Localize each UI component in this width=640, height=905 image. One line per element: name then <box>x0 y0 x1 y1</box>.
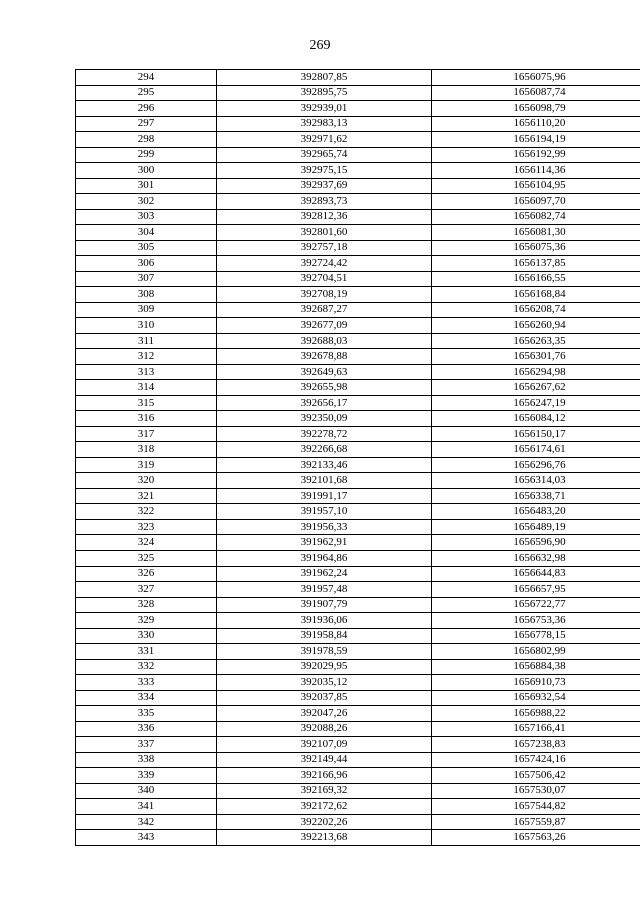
x-coordinate-cell: 392801,60 <box>217 225 432 241</box>
y-coordinate-cell: 1656338,71 <box>432 488 640 504</box>
point-number-cell: 340 <box>76 783 217 799</box>
x-coordinate-cell: 392893,73 <box>217 194 432 210</box>
y-coordinate-cell: 1656087,74 <box>432 85 640 101</box>
point-number-cell: 313 <box>76 364 217 380</box>
x-coordinate-cell: 392649,63 <box>217 364 432 380</box>
table-row <box>76 706 640 722</box>
x-coordinate-cell: 392983,13 <box>217 116 432 132</box>
point-number-cell: 296 <box>76 101 217 117</box>
x-coordinate-cell: 392939,01 <box>217 101 432 117</box>
point-number-cell: 323 <box>76 519 217 535</box>
table-row <box>76 240 640 256</box>
y-coordinate-cell: 1656294,98 <box>432 364 640 380</box>
table-row <box>76 457 640 473</box>
y-coordinate-cell: 1656194,19 <box>432 132 640 148</box>
point-number-cell: 316 <box>76 411 217 427</box>
y-coordinate-cell: 1656722,77 <box>432 597 640 613</box>
y-coordinate-cell: 1656081,30 <box>432 225 640 241</box>
table-row <box>76 116 640 132</box>
table-row <box>76 550 640 566</box>
y-coordinate-cell: 1657563,26 <box>432 830 640 846</box>
table-row <box>76 752 640 768</box>
point-number-cell: 317 <box>76 426 217 442</box>
x-coordinate-cell: 392757,18 <box>217 240 432 256</box>
point-number-cell: 341 <box>76 799 217 815</box>
point-number-cell: 310 <box>76 318 217 334</box>
x-coordinate-cell: 392350,09 <box>217 411 432 427</box>
y-coordinate-cell: 1656166,55 <box>432 271 640 287</box>
y-coordinate-cell: 1656192,99 <box>432 147 640 163</box>
x-coordinate-cell: 392704,51 <box>217 271 432 287</box>
point-number-cell: 338 <box>76 752 217 768</box>
table-row <box>76 690 640 706</box>
x-coordinate-cell: 392655,98 <box>217 380 432 396</box>
y-coordinate-cell: 1656932,54 <box>432 690 640 706</box>
point-number-cell: 302 <box>76 194 217 210</box>
x-coordinate-cell: 391991,17 <box>217 488 432 504</box>
table-row <box>76 814 640 830</box>
x-coordinate-cell: 392812,36 <box>217 209 432 225</box>
y-coordinate-cell: 1656114,36 <box>432 163 640 179</box>
table-row <box>76 256 640 272</box>
x-coordinate-cell: 392807,85 <box>217 70 432 86</box>
y-coordinate-cell: 1656884,38 <box>432 659 640 675</box>
y-coordinate-cell: 1656644,83 <box>432 566 640 582</box>
y-coordinate-cell: 1656110,20 <box>432 116 640 132</box>
coordinates-table-body <box>76 70 640 846</box>
table-row <box>76 318 640 334</box>
point-number-cell: 319 <box>76 457 217 473</box>
table-row <box>76 395 640 411</box>
point-number-cell: 299 <box>76 147 217 163</box>
y-coordinate-cell: 1656263,35 <box>432 333 640 349</box>
y-coordinate-cell: 1656097,70 <box>432 194 640 210</box>
table-row <box>76 473 640 489</box>
x-coordinate-cell: 392133,46 <box>217 457 432 473</box>
point-number-cell: 335 <box>76 706 217 722</box>
point-number-cell: 311 <box>76 333 217 349</box>
y-coordinate-cell: 1657559,87 <box>432 814 640 830</box>
page-number: 269 <box>309 38 331 53</box>
y-coordinate-cell: 1656098,79 <box>432 101 640 117</box>
x-coordinate-cell: 391956,33 <box>217 519 432 535</box>
table-row <box>76 675 640 691</box>
point-number-cell: 295 <box>76 85 217 101</box>
x-coordinate-cell: 392688,03 <box>217 333 432 349</box>
table-row <box>76 380 640 396</box>
point-number-cell: 339 <box>76 768 217 784</box>
y-coordinate-cell: 1656208,74 <box>432 302 640 318</box>
x-coordinate-cell: 392975,15 <box>217 163 432 179</box>
point-number-cell: 337 <box>76 737 217 753</box>
y-coordinate-cell: 1657238,83 <box>432 737 640 753</box>
x-coordinate-cell: 392213,68 <box>217 830 432 846</box>
table-row <box>76 628 640 644</box>
y-coordinate-cell: 1656301,76 <box>432 349 640 365</box>
y-coordinate-cell: 1656802,99 <box>432 644 640 660</box>
x-coordinate-cell: 392035,12 <box>217 675 432 691</box>
y-coordinate-cell: 1656778,15 <box>432 628 640 644</box>
x-coordinate-cell: 392149,44 <box>217 752 432 768</box>
table-row <box>76 147 640 163</box>
x-coordinate-cell: 392172,62 <box>217 799 432 815</box>
y-coordinate-cell: 1656075,36 <box>432 240 640 256</box>
y-coordinate-cell: 1656104,95 <box>432 178 640 194</box>
x-coordinate-cell: 392708,19 <box>217 287 432 303</box>
point-number-cell: 303 <box>76 209 217 225</box>
table-row <box>76 488 640 504</box>
point-number-cell: 327 <box>76 582 217 598</box>
table-row <box>76 302 640 318</box>
table-row <box>76 411 640 427</box>
y-coordinate-cell: 1656168,84 <box>432 287 640 303</box>
table-row <box>76 830 640 846</box>
point-number-cell: 324 <box>76 535 217 551</box>
table-row <box>76 178 640 194</box>
point-number-cell: 328 <box>76 597 217 613</box>
y-coordinate-cell: 1656075,96 <box>432 70 640 86</box>
y-coordinate-cell: 1656910,73 <box>432 675 640 691</box>
x-coordinate-cell: 392937,69 <box>217 178 432 194</box>
x-coordinate-cell: 391962,24 <box>217 566 432 582</box>
y-coordinate-cell: 1657544,82 <box>432 799 640 815</box>
point-number-cell: 334 <box>76 690 217 706</box>
table-row <box>76 85 640 101</box>
y-coordinate-cell: 1656657,95 <box>432 582 640 598</box>
table-row <box>76 597 640 613</box>
y-coordinate-cell: 1656260,94 <box>432 318 640 334</box>
point-number-cell: 342 <box>76 814 217 830</box>
table-row <box>76 349 640 365</box>
x-coordinate-cell: 391957,48 <box>217 582 432 598</box>
point-number-cell: 307 <box>76 271 217 287</box>
y-coordinate-cell: 1656247,19 <box>432 395 640 411</box>
table-row <box>76 783 640 799</box>
point-number-cell: 333 <box>76 675 217 691</box>
y-coordinate-cell: 1656483,20 <box>432 504 640 520</box>
point-number-cell: 320 <box>76 473 217 489</box>
table-row <box>76 566 640 582</box>
x-coordinate-cell: 391907,79 <box>217 597 432 613</box>
y-coordinate-cell: 1656632,98 <box>432 550 640 566</box>
x-coordinate-cell: 391962,91 <box>217 535 432 551</box>
table-row <box>76 442 640 458</box>
y-coordinate-cell: 1656296,76 <box>432 457 640 473</box>
table-row <box>76 799 640 815</box>
point-number-cell: 294 <box>76 70 217 86</box>
table-row <box>76 768 640 784</box>
x-coordinate-cell: 392965,74 <box>217 147 432 163</box>
point-number-cell: 318 <box>76 442 217 458</box>
x-coordinate-cell: 392088,26 <box>217 721 432 737</box>
point-number-cell: 332 <box>76 659 217 675</box>
x-coordinate-cell: 392166,96 <box>217 768 432 784</box>
table-row <box>76 721 640 737</box>
table-row <box>76 519 640 535</box>
x-coordinate-cell: 392037,85 <box>217 690 432 706</box>
y-coordinate-cell: 1656267,62 <box>432 380 640 396</box>
point-number-cell: 321 <box>76 488 217 504</box>
point-number-cell: 329 <box>76 613 217 629</box>
point-number-cell: 322 <box>76 504 217 520</box>
x-coordinate-cell: 392029,95 <box>217 659 432 675</box>
x-coordinate-cell: 392677,09 <box>217 318 432 334</box>
x-coordinate-cell: 392895,75 <box>217 85 432 101</box>
coordinates-table <box>75 69 640 846</box>
y-coordinate-cell: 1656596,90 <box>432 535 640 551</box>
point-number-cell: 306 <box>76 256 217 272</box>
point-number-cell: 309 <box>76 302 217 318</box>
point-number-cell: 304 <box>76 225 217 241</box>
x-coordinate-cell: 392047,26 <box>217 706 432 722</box>
x-coordinate-cell: 392101,68 <box>217 473 432 489</box>
table-row <box>76 535 640 551</box>
x-coordinate-cell: 392169,32 <box>217 783 432 799</box>
y-coordinate-cell: 1656988,22 <box>432 706 640 722</box>
y-coordinate-cell: 1657166,41 <box>432 721 640 737</box>
point-number-cell: 297 <box>76 116 217 132</box>
point-number-cell: 305 <box>76 240 217 256</box>
table-row <box>76 132 640 148</box>
point-number-cell: 308 <box>76 287 217 303</box>
y-coordinate-cell: 1656174,61 <box>432 442 640 458</box>
table-row <box>76 209 640 225</box>
y-coordinate-cell: 1656150,17 <box>432 426 640 442</box>
table-row <box>76 271 640 287</box>
x-coordinate-cell: 392678,88 <box>217 349 432 365</box>
table-row <box>76 163 640 179</box>
table-row <box>76 101 640 117</box>
x-coordinate-cell: 392107,09 <box>217 737 432 753</box>
table-row <box>76 70 640 86</box>
table-row <box>76 582 640 598</box>
point-number-cell: 298 <box>76 132 217 148</box>
y-coordinate-cell: 1656314,03 <box>432 473 640 489</box>
point-number-cell: 312 <box>76 349 217 365</box>
x-coordinate-cell: 391964,86 <box>217 550 432 566</box>
x-coordinate-cell: 391958,84 <box>217 628 432 644</box>
y-coordinate-cell: 1656489,19 <box>432 519 640 535</box>
y-coordinate-cell: 1657424,16 <box>432 752 640 768</box>
x-coordinate-cell: 391936,06 <box>217 613 432 629</box>
point-number-cell: 314 <box>76 380 217 396</box>
x-coordinate-cell: 392266,68 <box>217 442 432 458</box>
point-number-cell: 343 <box>76 830 217 846</box>
table-row <box>76 333 640 349</box>
table-row <box>76 225 640 241</box>
y-coordinate-cell: 1657530,07 <box>432 783 640 799</box>
y-coordinate-cell: 1657506,42 <box>432 768 640 784</box>
x-coordinate-cell: 392656,17 <box>217 395 432 411</box>
x-coordinate-cell: 392202,26 <box>217 814 432 830</box>
table-row <box>76 613 640 629</box>
y-coordinate-cell: 1656753,36 <box>432 613 640 629</box>
y-coordinate-cell: 1656084,12 <box>432 411 640 427</box>
y-coordinate-cell: 1656137,85 <box>432 256 640 272</box>
point-number-cell: 326 <box>76 566 217 582</box>
point-number-cell: 315 <box>76 395 217 411</box>
y-coordinate-cell: 1656082,74 <box>432 209 640 225</box>
x-coordinate-cell: 391978,59 <box>217 644 432 660</box>
table-row <box>76 287 640 303</box>
table-row <box>76 194 640 210</box>
table-row <box>76 659 640 675</box>
table-row <box>76 644 640 660</box>
table-row <box>76 426 640 442</box>
x-coordinate-cell: 392278,72 <box>217 426 432 442</box>
x-coordinate-cell: 392724,42 <box>217 256 432 272</box>
point-number-cell: 331 <box>76 644 217 660</box>
point-number-cell: 300 <box>76 163 217 179</box>
point-number-cell: 301 <box>76 178 217 194</box>
point-number-cell: 336 <box>76 721 217 737</box>
point-number-cell: 330 <box>76 628 217 644</box>
point-number-cell: 325 <box>76 550 217 566</box>
table-row <box>76 504 640 520</box>
x-coordinate-cell: 391957,10 <box>217 504 432 520</box>
table-row <box>76 364 640 380</box>
x-coordinate-cell: 392687,27 <box>217 302 432 318</box>
x-coordinate-cell: 392971,62 <box>217 132 432 148</box>
table-row <box>76 737 640 753</box>
